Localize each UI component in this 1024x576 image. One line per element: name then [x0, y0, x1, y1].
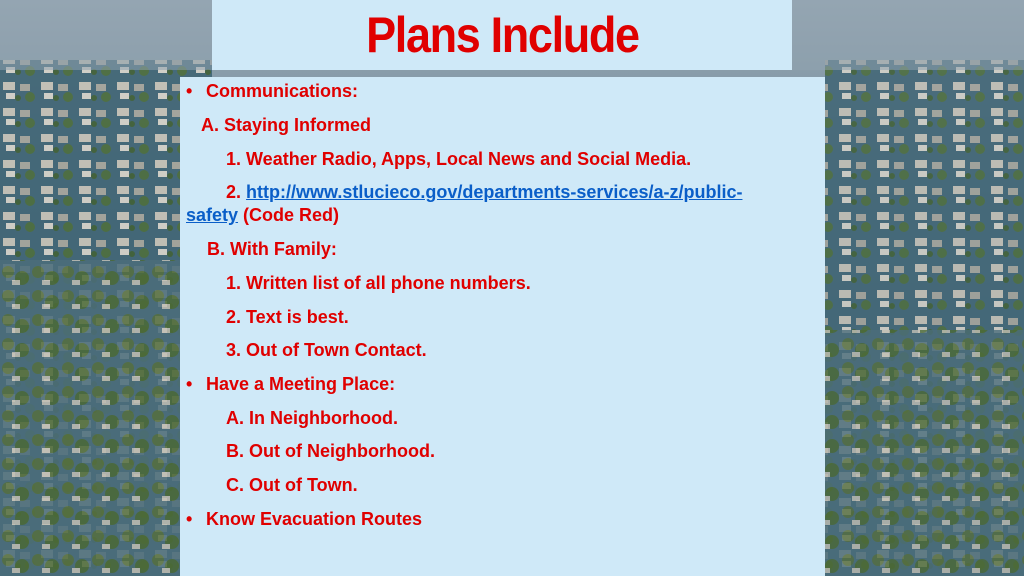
bullet-icon: •: [186, 81, 193, 101]
staying-informed-heading: A. Staying Informed: [201, 115, 372, 135]
public-safety-link[interactable]: http://www.stlucieco.gov/departments-services/a-z/public-safety: [186, 182, 743, 225]
informed-item-2-number: 2.: [226, 182, 242, 202]
content-panel: [180, 77, 825, 576]
meeting-place-label: Have a Meeting Place:: [206, 374, 396, 394]
communications-label: Communications:: [206, 81, 359, 101]
informed-item-1: 1. Weather Radio, Apps, Local News and Social Media.: [226, 149, 692, 169]
code-red-label: (Code Red): [243, 205, 340, 225]
evacuation-label: Know Evacuation Routes: [206, 509, 423, 529]
family-item-1: 1. Written list of all phone numbers.: [226, 273, 531, 293]
title-panel: [212, 0, 792, 70]
meeting-item-b: B. Out of Neighborhood.: [226, 441, 435, 461]
family-item-2: 2. Text is best.: [226, 307, 349, 327]
meeting-item-a: A. In Neighborhood.: [226, 408, 398, 428]
meeting-item-c: C. Out of Town.: [226, 475, 358, 495]
bullet-communications: [186, 80, 358, 103]
slide-title: Plans Include: [365, 7, 639, 63]
bullet-evacuation: [186, 508, 422, 531]
bullet-icon: •: [186, 374, 193, 394]
with-family-heading: B. With Family:: [207, 239, 337, 259]
bullet-meeting-place: [186, 373, 395, 396]
family-item-3: 3. Out of Town Contact.: [226, 340, 427, 360]
informed-item-2: [186, 181, 786, 227]
bullet-icon: •: [186, 509, 193, 529]
